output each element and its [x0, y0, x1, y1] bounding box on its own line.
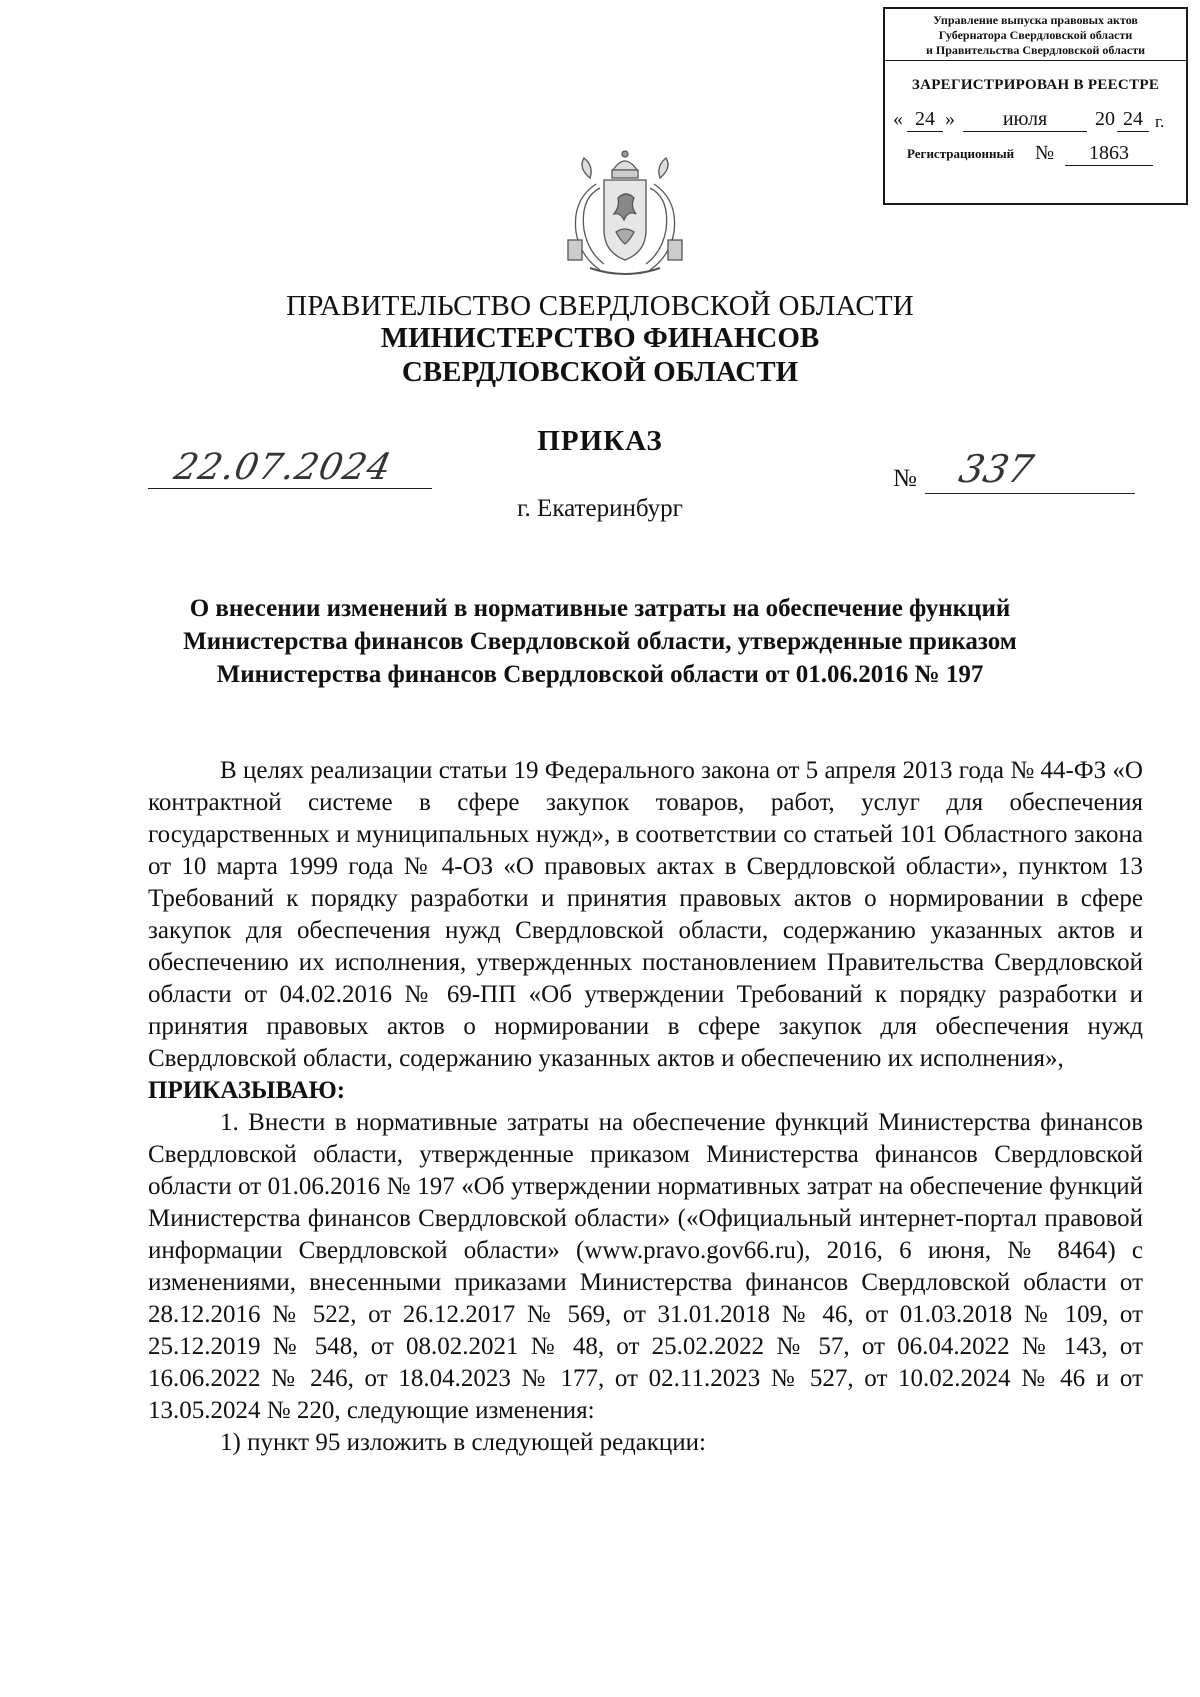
stamp-office [885, 9, 1186, 61]
stamp-day-wrap [907, 108, 943, 132]
stamp-year-suffix: 24 [1123, 108, 1143, 130]
stamp-year-unit: г. [1155, 112, 1165, 131]
stamp-quote-open: « [893, 108, 903, 130]
stamp-number: 1863 [1089, 142, 1129, 164]
handwritten-date: 22.07.2024 [170, 447, 396, 488]
stamp-reg-number [885, 138, 1186, 172]
stamp-month-wrap [963, 108, 1087, 132]
stamp-quote-close: » [945, 108, 955, 130]
stamp-date [885, 104, 1186, 138]
date-underline [148, 488, 432, 489]
subitem-1-paragraph: 1) пункт 95 изложить в следующей редакции: [220, 1429, 706, 1456]
order-word: ПРИКАЗЫВАЮ: [148, 1077, 346, 1104]
stamp-office-line: и Правительства Свердловской области [926, 43, 1145, 57]
region-heading: СВЕРДЛОВСКОЙ ОБЛАСТИ [401, 356, 799, 388]
document-body [148, 755, 1143, 1459]
stamp-month: июля [1002, 108, 1048, 130]
item-1-paragraph: 1. Внести в нормативные затраты на обеспечение функций Министерства финансов Свердловской области, утвержденные приказом Министерства финансов Свердловской области от 01.06.2016 № 197 «Об утверждении нормативных затрат на обеспечение функций Министерства финансов Свердловской области» («Официальный интернет-портал правовой информации Свердловской области» (www.pravo.gov66.ru), 2016, 6 июня, № 8464) с изменениями, внесенными приказами Министерства финансов Свердловской области от 28.12.2016 № 522, от 26.12.2017 № 569, от 31.01.2018 № 46, от 01.03.2018 № 109, от 25.12.2019 № 548, от 08.02.2021 № 48, от 25.02.2022 № 57, от 06.04.2022 № 143, от 16.06.2022 № 246, от 18.04.2023 № 177, от 02.11.2023 № 527, от 10.02.2024 № 46 и от 13.05.2024 № 220, следующие изменения: [148, 1109, 1143, 1424]
title-line: Министерства финансов Свердловской области от 01.06.2016 № 197 [216, 661, 984, 688]
ministry-heading: МИНИСТЕРСТВО ФИНАНСОВ [380, 322, 820, 354]
title-line: О внесении изменений в нормативные затраты на обеспечение функций [189, 595, 1011, 622]
stamp-office-line: Губернатора Свердловской области [938, 28, 1133, 42]
stamp-registered-label: ЗАРЕГИСТРИРОВАН В РЕЕСТРЕ [911, 77, 1160, 93]
number-label: № [893, 465, 917, 492]
preamble-paragraph: В целях реализации статьи 19 Федерального закона от 5 апреля 2013 года № 44-ФЗ «О контрактной системе в сфере закупок товаров, работ, услуг для обеспечения государственных и муниципальных нужд», в соответствии со статьей 101 Областного закона от 10 марта 1999 года № 4-ОЗ «О правовых актах в Свердловской области», пунктом 13 Требований к порядку разработки и принятия правовых актов о нормировании в сфере закупок для обеспечения нужд Свердловской области, содержанию указанных актов и обеспечению их исполнения, утвержденных постановлением Правительства Свердловской области от 04.02.2016 № 69-ПП «Об утверждении Требований к порядку разработки и принятия правовых актов о нормировании в сфере закупок для обеспечения нужд Свердловской области, содержанию указанных актов и обеспечению их исполнения», [148, 757, 1143, 1072]
stamp-office-line: Управление выпуска правовых актов [933, 13, 1138, 27]
document-type: ПРИКАЗ [537, 425, 663, 457]
city-line: г. Екатеринбург [517, 495, 683, 522]
coat-of-arms-icon [560, 148, 690, 280]
stamp-day: 24 [915, 108, 935, 130]
registration-stamp [883, 7, 1188, 205]
government-heading: ПРАВИТЕЛЬСТВО СВЕРДЛОВСКОЙ ОБЛАСТИ [286, 290, 914, 322]
stamp-number-wrap [1065, 142, 1153, 166]
number-underline [925, 493, 1135, 494]
stamp-year-prefix: 20 [1095, 108, 1115, 130]
handwritten-number: 337 [955, 447, 1038, 491]
stamp-reg-label: Регистрационный [907, 146, 1015, 161]
stamp-no-sign: № [1035, 142, 1055, 164]
title-line: Министерства финансов Свердловской области, утвержденные приказом [183, 628, 1017, 655]
stamp-year-wrap [1117, 108, 1149, 132]
document-title [0, 592, 1200, 691]
